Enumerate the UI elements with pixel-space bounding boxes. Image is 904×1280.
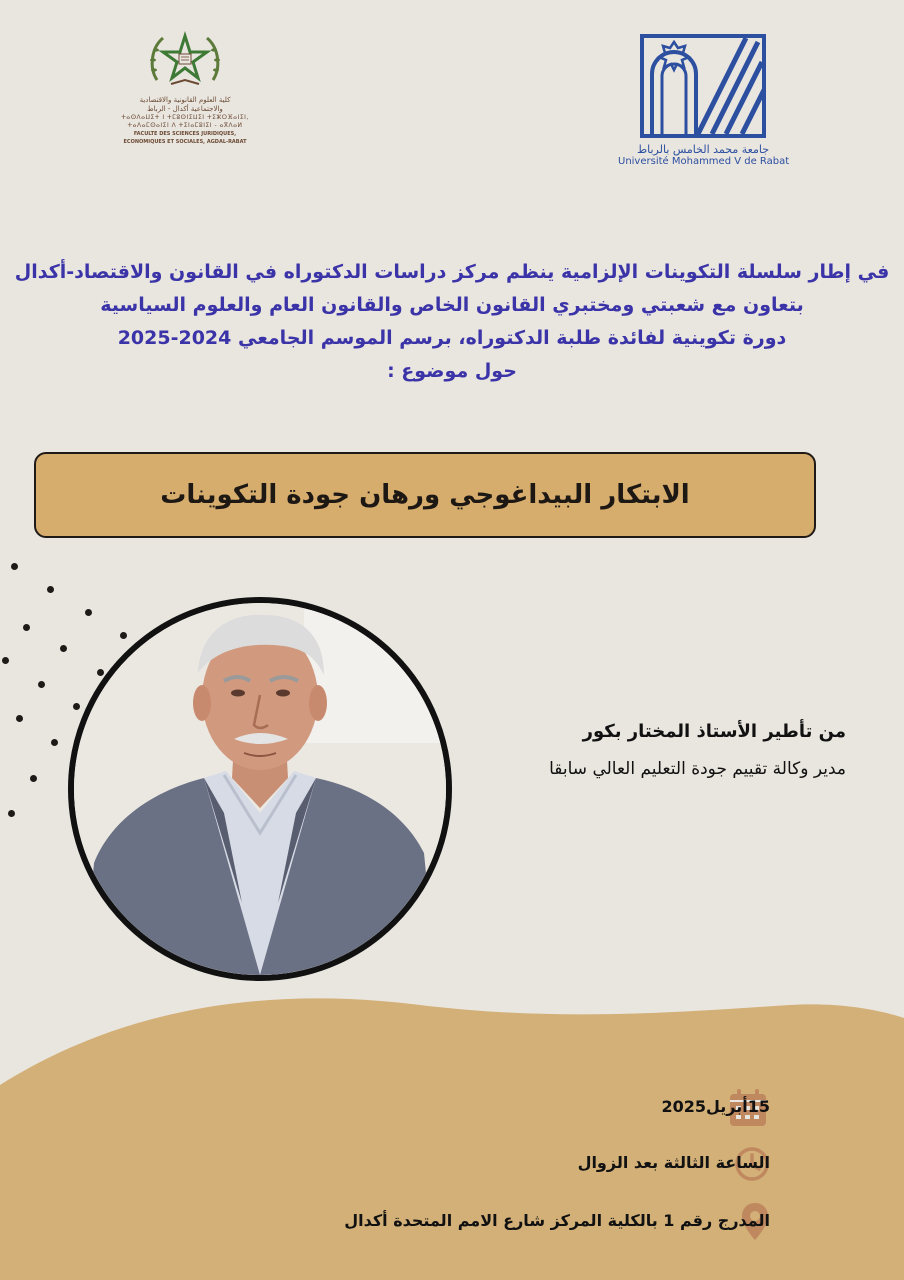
intro-line-2: بتعاون مع شعبتي ومختبري القانون الخاص والقانون العام والعلوم السياسية <box>100 294 804 316</box>
faculty-name-french-1: FACULTE DES SCIENCES JURIDIQUES, <box>133 131 237 137</box>
university-gate-icon <box>638 34 768 138</box>
title-banner <box>34 452 816 538</box>
event-date: 15أبريل2025 <box>661 1097 770 1116</box>
faculty-logo <box>120 30 250 170</box>
event-time: الساعة الثالثة بعد الزوال <box>577 1153 770 1172</box>
speaker-name: من تأطير الأستاذ المختار بكور <box>582 721 846 742</box>
intro-line-1: في إطار سلسلة التكوينات الإلزامية ينظم مركز دراسات الدكتوراه في القانون والاقتصاد-أكدال <box>14 261 890 283</box>
event-location: المدرج رقم 1 بالكلية المركز شارع الامم المتحدة أكدال <box>344 1211 770 1230</box>
speaker-info <box>549 718 846 784</box>
intro-line-4: حول موضوع : <box>387 360 517 382</box>
star-emblem-icon <box>145 30 225 92</box>
speaker-photo <box>68 597 452 981</box>
university-name-arabic: جامعة محمد الخامس بالرباط <box>636 143 770 156</box>
faculty-name-arabic-2: والاجتماعية أكدال - الرباط <box>147 105 223 113</box>
intro-line-3: دورة تكوينية لفائدة طلبة الدكتوراه، برسم الموسم الجامعي 2024-2025 <box>117 327 787 349</box>
intro-text <box>0 256 904 388</box>
faculty-name-arabic-1: كلية العلوم القانونية والاقتصادية <box>139 96 231 104</box>
faculty-name-tifinagh-2: ⵜⴰⴷⴰⵎⵙⴰⵏⵉⵏ ⴷ ⵜⵉⵏⴰⵎⵓⵏⵉⵏ - ⴰⴳⴷⴰⵍ <box>127 122 243 129</box>
event-title: الابتكار البيداغوجي ورهان جودة التكوينات <box>160 480 690 510</box>
speaker-role: مدير وكالة تقييم جودة التعليم العالي سابقا <box>549 759 846 779</box>
university-name-french: Université Mohammed V de Rabat <box>618 156 790 167</box>
faculty-name-french-2: ECONOMIQUES ET SOCIALES, AGDAL-RABAT <box>123 139 247 145</box>
faculty-name-tifinagh-1: ⵜⴰⵙⴷⴰⵡⵉⵜ ⵏ ⵜⵎⵓⵙⵏⵉⵡⵉⵏ ⵜⵉⵣⵔⴼⴰⵏⵉⵏ, <box>121 114 249 121</box>
university-logo <box>618 34 788 174</box>
